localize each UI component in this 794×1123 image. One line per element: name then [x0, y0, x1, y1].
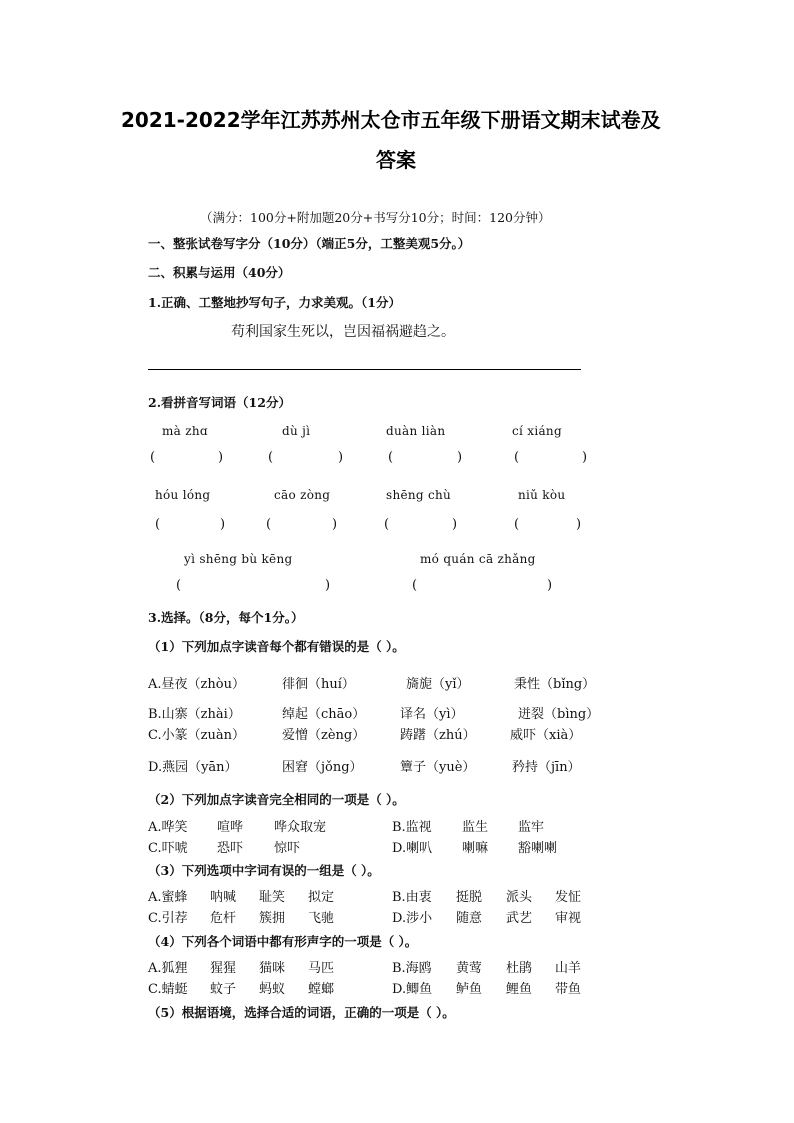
option-d-word: 喇嘛: [462, 841, 489, 856]
section-1-heading: 一、整张试卷写字分（10分）（端正5分，工整美观5分。）: [148, 236, 471, 251]
option-c-word: 惊吓: [274, 841, 301, 856]
option-b-word: 迸裂（bìng）: [518, 707, 600, 722]
answer-bracket-open: (: [412, 578, 418, 593]
option-c: C.蜻蜓: [148, 982, 188, 997]
answer-bracket-close: ): [457, 450, 463, 465]
option-d: D.喇叭: [392, 841, 433, 856]
option-b-word: 杜鹃: [506, 961, 533, 976]
q1-label: 1.正确、工整地抄写句子，力求美观。（1分）: [148, 295, 401, 310]
option-d-word: 鲈鱼: [456, 982, 483, 997]
option-a: A.蜜蜂: [148, 890, 188, 905]
option-a-word: 旖旎（yǐ）: [406, 677, 470, 692]
q3-label: 3.选择。（8分，每个1分。）: [148, 610, 304, 625]
option-b-word: 山羊: [555, 961, 582, 976]
q3-3-question: （3）下列选项中字词有误的一组是（ ）。: [148, 863, 380, 878]
answer-bracket-open: (: [155, 517, 161, 532]
option-c: C.引荐: [148, 911, 188, 926]
page-title-line2: 答案: [376, 148, 416, 172]
option-c: C.吓唬: [148, 841, 188, 856]
option-b-word: 发怔: [555, 890, 582, 905]
option-c-word: 恐吓: [217, 841, 244, 856]
answer-bracket-close: ): [576, 517, 582, 532]
answer-bracket-close: ): [332, 517, 338, 532]
page-title-line1: 2021-2022学年江苏苏州太仓市五年级下册语文期末试卷及: [121, 108, 661, 132]
option-a-word: 拟定: [308, 890, 335, 905]
option-d: D.涉小: [392, 911, 433, 926]
pinyin-item: niǔ kòu: [518, 488, 566, 502]
q3-5-question: （5）根据语境，选择合适的词语，正确的一项是（ ）。: [148, 1005, 455, 1020]
option-a-word: 秉性（bǐng）: [514, 677, 596, 692]
option-a-word: 喧哗: [217, 820, 244, 835]
q2-label: 2.看拼音写词语（12分）: [148, 395, 291, 410]
pinyin-item: dù jì: [282, 424, 311, 438]
option-b-word: 监牢: [518, 820, 545, 835]
option-c-word: 蚂蚁: [259, 982, 286, 997]
answer-bracket-close: ): [325, 578, 331, 593]
pinyin-item: yì shēng bù kēng: [184, 552, 293, 566]
q3-2-question: （2）下列加点字读音完全相同的一项是（ ）。: [148, 792, 405, 807]
score-info: （满分：100分+附加题20分+书写分10分；时间：120分钟）: [200, 210, 551, 225]
option-a: A.狐狸: [148, 961, 188, 976]
q1-sentence: 苟利国家生死以，岂因福祸避趋之。: [231, 324, 455, 340]
option-a-word: 哗众取宠: [274, 820, 327, 835]
answer-bracket-open: (: [514, 517, 520, 532]
option-d-word: 矜持（jīn）: [512, 760, 581, 775]
option-c-word: 飞驰: [308, 911, 335, 926]
option-d-word: 豁喇喇: [518, 841, 558, 856]
q3-4-question: （4）下列各个词语中都有形声字的一项是（ ）。: [148, 934, 418, 949]
answer-bracket-open: (: [514, 450, 520, 465]
pinyin-item: mà zhɑ: [162, 424, 208, 438]
answer-bracket-close: ): [218, 450, 224, 465]
option-a-word: 耻笑: [259, 890, 286, 905]
pinyin-item: hóu lóng: [155, 488, 211, 502]
option-b: B.山寨（zhài）: [148, 707, 241, 722]
option-c-word: 踌躇（zhú）: [400, 728, 476, 743]
option-d-word: 武艺: [506, 911, 533, 926]
option-d-word: 鲤鱼: [506, 982, 533, 997]
option-d-word: 审视: [555, 911, 582, 926]
option-b-word: 绰起（chāo）: [282, 707, 366, 722]
option-d-word: 困窘（jǒng）: [282, 760, 363, 775]
option-c-word: 危杆: [210, 911, 237, 926]
option-b: B.监视: [392, 820, 432, 835]
answer-bracket-close: ): [220, 517, 226, 532]
option-b-word: 黄莺: [456, 961, 483, 976]
q3-1-question: （1）下列加点字读音每个都有错误的是（ ）。: [148, 639, 405, 654]
answer-bracket-open: (: [388, 450, 394, 465]
q1-writing-line[interactable]: [148, 369, 581, 370]
option-c-word: 簇拥: [259, 911, 286, 926]
option-a-word: 徘徊（huí）: [282, 677, 355, 692]
answer-bracket-open: (: [268, 450, 274, 465]
option-a-word: 猩猩: [210, 961, 237, 976]
option-c-word: 蚊子: [210, 982, 237, 997]
option-a-word: 猫咪: [259, 961, 286, 976]
pinyin-item: duàn liàn: [386, 424, 446, 438]
answer-bracket-open: (: [176, 578, 182, 593]
option-d-word: 带鱼: [555, 982, 582, 997]
option-b-word: 译名（yì）: [400, 707, 464, 722]
answer-bracket-open: (: [266, 517, 272, 532]
answer-bracket-open: (: [384, 517, 390, 532]
option-b-word: 派头: [506, 890, 533, 905]
option-c: C.小篆（zuàn）: [148, 728, 245, 743]
option-a: A.昼夜（zhòu）: [148, 677, 245, 692]
answer-bracket-close: ): [452, 517, 458, 532]
pinyin-item: cí xiáng: [512, 424, 562, 438]
option-c-word: 螳螂: [308, 982, 335, 997]
option-b: B.由衷: [392, 890, 432, 905]
answer-bracket-close: ): [582, 450, 588, 465]
pinyin-item: shēng chù: [386, 488, 452, 502]
answer-bracket-close: ): [338, 450, 344, 465]
option-a-word: 呐喊: [210, 890, 237, 905]
option-b: B.海鸥: [392, 961, 432, 976]
option-b-word: 挺脱: [456, 890, 483, 905]
option-c-word: 威吓（xià）: [510, 728, 582, 743]
answer-bracket-open: (: [150, 450, 156, 465]
option-d: D.燕园（yān）: [148, 760, 238, 775]
answer-bracket-close: ): [547, 578, 553, 593]
option-a: A.哗笑: [148, 820, 188, 835]
option-c-word: 爱憎（zèng）: [282, 728, 366, 743]
option-d-word: 随意: [456, 911, 483, 926]
section-2-heading: 二、积累与运用（40分）: [148, 265, 291, 280]
option-a-word: 马匹: [308, 961, 335, 976]
pinyin-item: mó quán cā zhǎng: [420, 552, 536, 566]
pinyin-item: cāo zòng: [274, 488, 331, 502]
option-d: D.鲫鱼: [392, 982, 433, 997]
option-d-word: 簟子（yuè）: [400, 760, 476, 775]
option-b-word: 监生: [462, 820, 489, 835]
